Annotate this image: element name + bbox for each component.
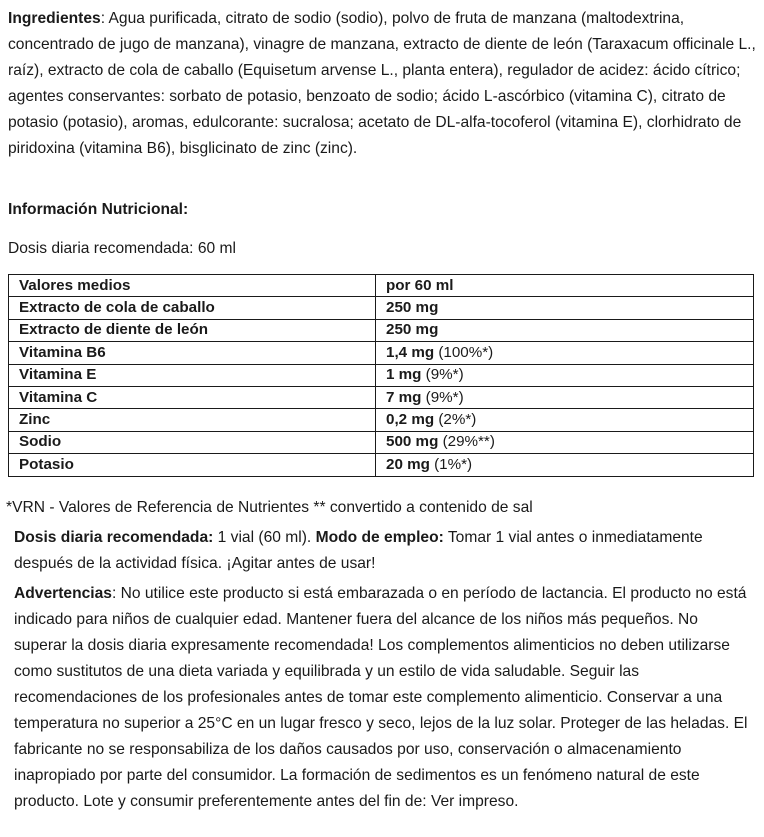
nutrient-amount-cell <box>376 386 754 408</box>
table-footnote: *VRN - Valores de Referencia de Nutrientes ** convertido a contenido de sal <box>6 499 533 516</box>
table-row <box>9 342 754 364</box>
ingredients-label: Ingredientes <box>8 10 101 27</box>
header-cell-nutrient: Valores medios <box>9 275 376 297</box>
nutrient-name: Vitamina E <box>9 364 376 386</box>
nutrient-amount: 250 mg <box>386 321 439 339</box>
warnings-label: Advertencias <box>14 585 112 602</box>
table-row <box>9 319 754 341</box>
table-row <box>9 454 754 476</box>
warnings-paragraph <box>14 581 754 815</box>
nutrient-percent: (100%*) <box>434 343 494 361</box>
daily-dose-line: Dosis diaria recomendada: 60 ml <box>8 240 236 257</box>
nutrient-amount-cell <box>376 409 754 431</box>
table-header-row <box>9 275 754 297</box>
nutrient-percent: (9%*) <box>421 388 464 406</box>
nutrition-title: Información Nutricional: <box>8 201 189 218</box>
nutrition-table <box>8 274 754 477</box>
nutrient-amount: 250 mg <box>386 299 439 317</box>
nutrient-amount-cell <box>376 454 754 476</box>
nutrient-percent: (1%*) <box>429 455 473 473</box>
nutrient-name: Potasio <box>9 454 376 476</box>
nutrient-amount: 20 mg <box>386 455 430 473</box>
mode-text: Tomar 1 vial antes o inmediatamente después de la actividad física. ¡Agitar antes de usar! <box>14 529 703 572</box>
nutrient-amount: 1,4 mg <box>386 343 435 361</box>
table-row <box>9 431 754 453</box>
nutrient-amount-cell <box>376 342 754 364</box>
nutrient-amount: 7 mg <box>386 388 422 406</box>
nutrient-amount: 1 mg <box>386 366 422 384</box>
nutrient-amount-cell <box>376 364 754 386</box>
ingredients-text: : Agua purificada, citrato de sodio (sodio), polvo de fruta de manzana (maltodextrina, concentrado de jugo de manzana), vinagre de manzana, extracto de diente de león (Taraxacum officinale L., raíz), extracto de cola de caballo (Equisetum arvense L., planta entera), regulador de acidez: ácido cítrico; agentes conservantes: sorbato de potasio, benzoato de sodio; ácido L-ascórbico (vitamina C), citrato de potasio (potasio), aromas, edulcorante: sucralosa; acetato de DL-alfa-tocoferol (vitamina E), clorhidrato de piridoxina (vitamina B6), bisglicinato de zinc (zinc). <box>8 10 756 157</box>
table-row <box>9 386 754 408</box>
nutrient-name: Extracto de cola de caballo <box>9 297 376 319</box>
nutrient-name: Sodio <box>9 431 376 453</box>
nutrient-name: Vitamina C <box>9 386 376 408</box>
nutrient-amount-cell <box>376 319 754 341</box>
header-cell-amount <box>376 275 754 297</box>
nutrient-name: Extracto de diente de león <box>9 319 376 341</box>
nutrient-name: Zinc <box>9 409 376 431</box>
nutrient-percent: (29%**) <box>438 433 495 451</box>
table-row <box>9 297 754 319</box>
ingredients-paragraph <box>8 6 756 162</box>
usage-paragraph <box>14 525 754 577</box>
nutrient-name: Vitamina B6 <box>9 342 376 364</box>
dose-label: Dosis diaria recomendada: <box>14 529 214 546</box>
warnings-text: : No utilice este producto si está embarazada o en período de lactancia. El producto no está indicado para niños de cualquier edad. Mantener fuera del alcance de los niños más pequeños. No superar la dosis diaria expresamente recomendada! Los complementos alimenticios no deben utilizarse como sustitutos de una dieta variada y equilibrada y un estilo de vida saludable. Seguir las recomendaciones de los profesionales antes de tomar este complemento alimenticio. Conservar a una temperatura no superior a 25°C en un lugar fresco y seco, lejos de la luz solar. Proteger de las heladas. El fabricante no se responsabiliza de los daños causados por uso, conservación o almacenamiento inapropiado por parte del consumidor. La formación de sedimentos es un fenómeno natural de este producto. Lote y consumir preferentemente antes del fin de: Ver impreso. <box>14 585 748 810</box>
table-row <box>9 409 754 431</box>
mode-label: Modo de empleo: <box>315 529 444 546</box>
nutrient-amount-cell <box>376 431 754 453</box>
nutrient-percent: (9%*) <box>421 366 464 384</box>
table-row <box>9 364 754 386</box>
nutrient-amount: 500 mg <box>386 433 439 451</box>
nutrient-amount-cell <box>376 297 754 319</box>
dose-text: 1 vial (60 ml). <box>213 529 316 546</box>
nutrient-amount: 0,2 mg <box>386 411 435 429</box>
nutrient-percent: (2%*) <box>434 411 477 429</box>
header-amount-text: por 60 ml <box>386 276 454 294</box>
